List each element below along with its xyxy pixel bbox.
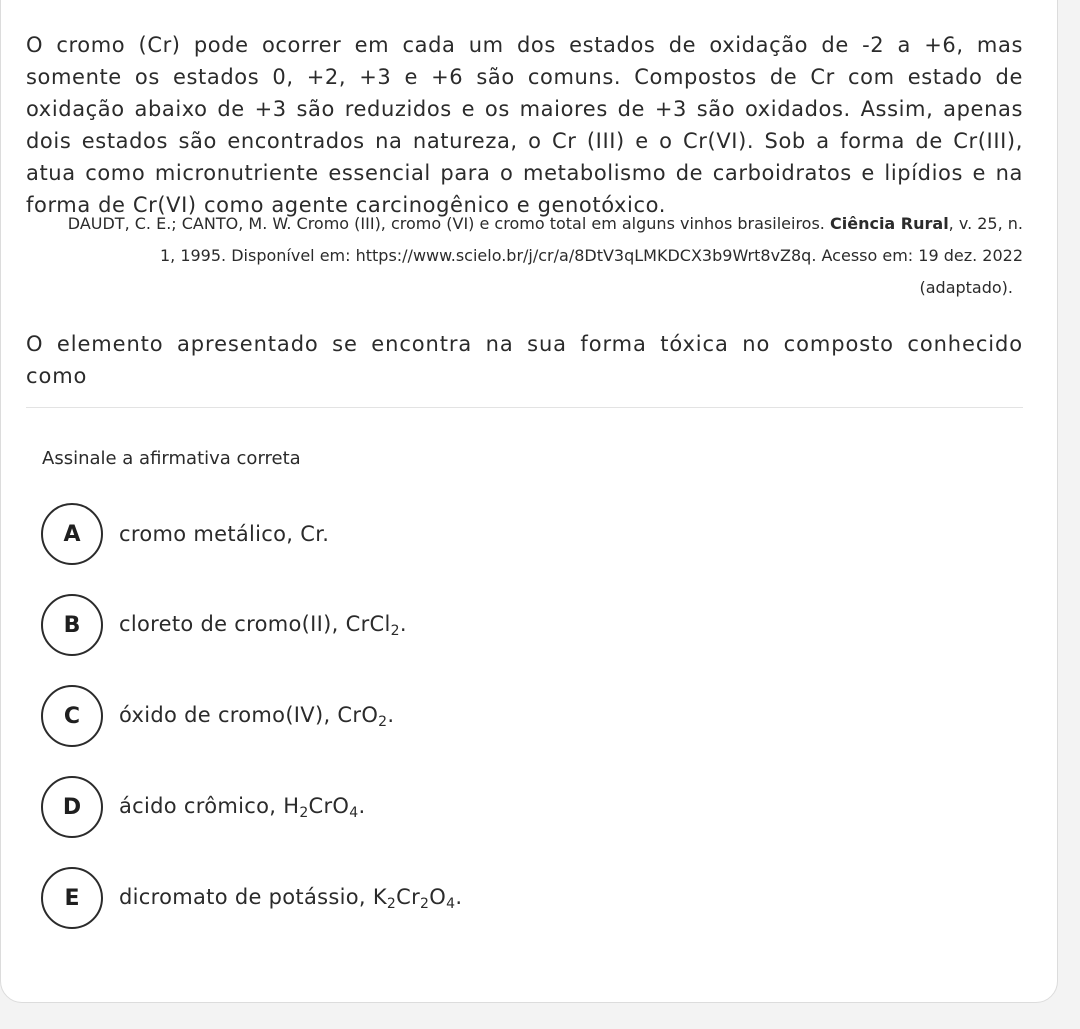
option-d-letter[interactable]: D [41, 776, 103, 838]
option-b[interactable] [41, 594, 407, 656]
option-a-letter[interactable]: A [41, 503, 103, 565]
citation-authors: DAUDT, C. E.; CANTO, M. W. Cromo (III), cromo (VI) e cromo total em alguns vinhos brasileiros. [67, 214, 825, 233]
citation-line-3: (adaptado). [919, 278, 1013, 297]
option-e[interactable] [41, 867, 462, 929]
citation [26, 208, 1023, 304]
option-d[interactable] [41, 776, 365, 838]
option-a[interactable] [41, 503, 329, 565]
divider [26, 407, 1023, 408]
citation-line-1 [26, 208, 1023, 240]
option-b-text: cloreto de cromo(II), CrCl$_2$. [119, 611, 407, 639]
citation-line-2: 1, 1995. Disponível em: https://www.scielo.br/j/cr/a/8DtV3qLMKDCX3b9Wrt8vZ8q. Acesso em: 19 dez. 2022 [159, 246, 1023, 265]
question-stem: O elemento apresentado se encontra na sua forma tóxica no composto conhecido como [26, 332, 1023, 388]
option-c-text: óxido de cromo(IV), CrO$_2$. [119, 702, 395, 730]
option-e-letter[interactable]: E [41, 867, 103, 929]
option-b-letter[interactable]: B [41, 594, 103, 656]
citation-details: , v. 25, n. [948, 214, 1023, 233]
citation-journal: Ciência Rural [829, 214, 949, 233]
option-a-text: cromo metálico, Cr. [119, 522, 330, 546]
passage-text: O cromo (Cr) pode ocorrer em cada um dos estados de oxidação de -2 a +6, mas somente os estados 0, +2, +3 e +6 são comuns. Compostos de Cr com estado de oxidação abaixo de +3 são reduzidos e os maiores de +3 são oxidados. Assim, apenas dois estados são encontrados na natureza, o Cr (III) e o Cr(VI). Sob a forma de Cr(III), atua como micronutriente essencial para o metabolismo de carboidratos e lipídios e na forma de Cr(VI) como agente carcinogênico e genotóxico. [26, 33, 1023, 217]
option-d-text: ácido crômico, $H_2CrO_4$. [119, 793, 366, 821]
option-c-letter[interactable]: C [41, 685, 103, 747]
option-e-text: dicromato de potássio, $K_2Cr_2O_4$. [119, 884, 463, 912]
option-c[interactable] [41, 685, 394, 747]
instruction-text: Assinale a afirmativa correta [42, 448, 301, 469]
